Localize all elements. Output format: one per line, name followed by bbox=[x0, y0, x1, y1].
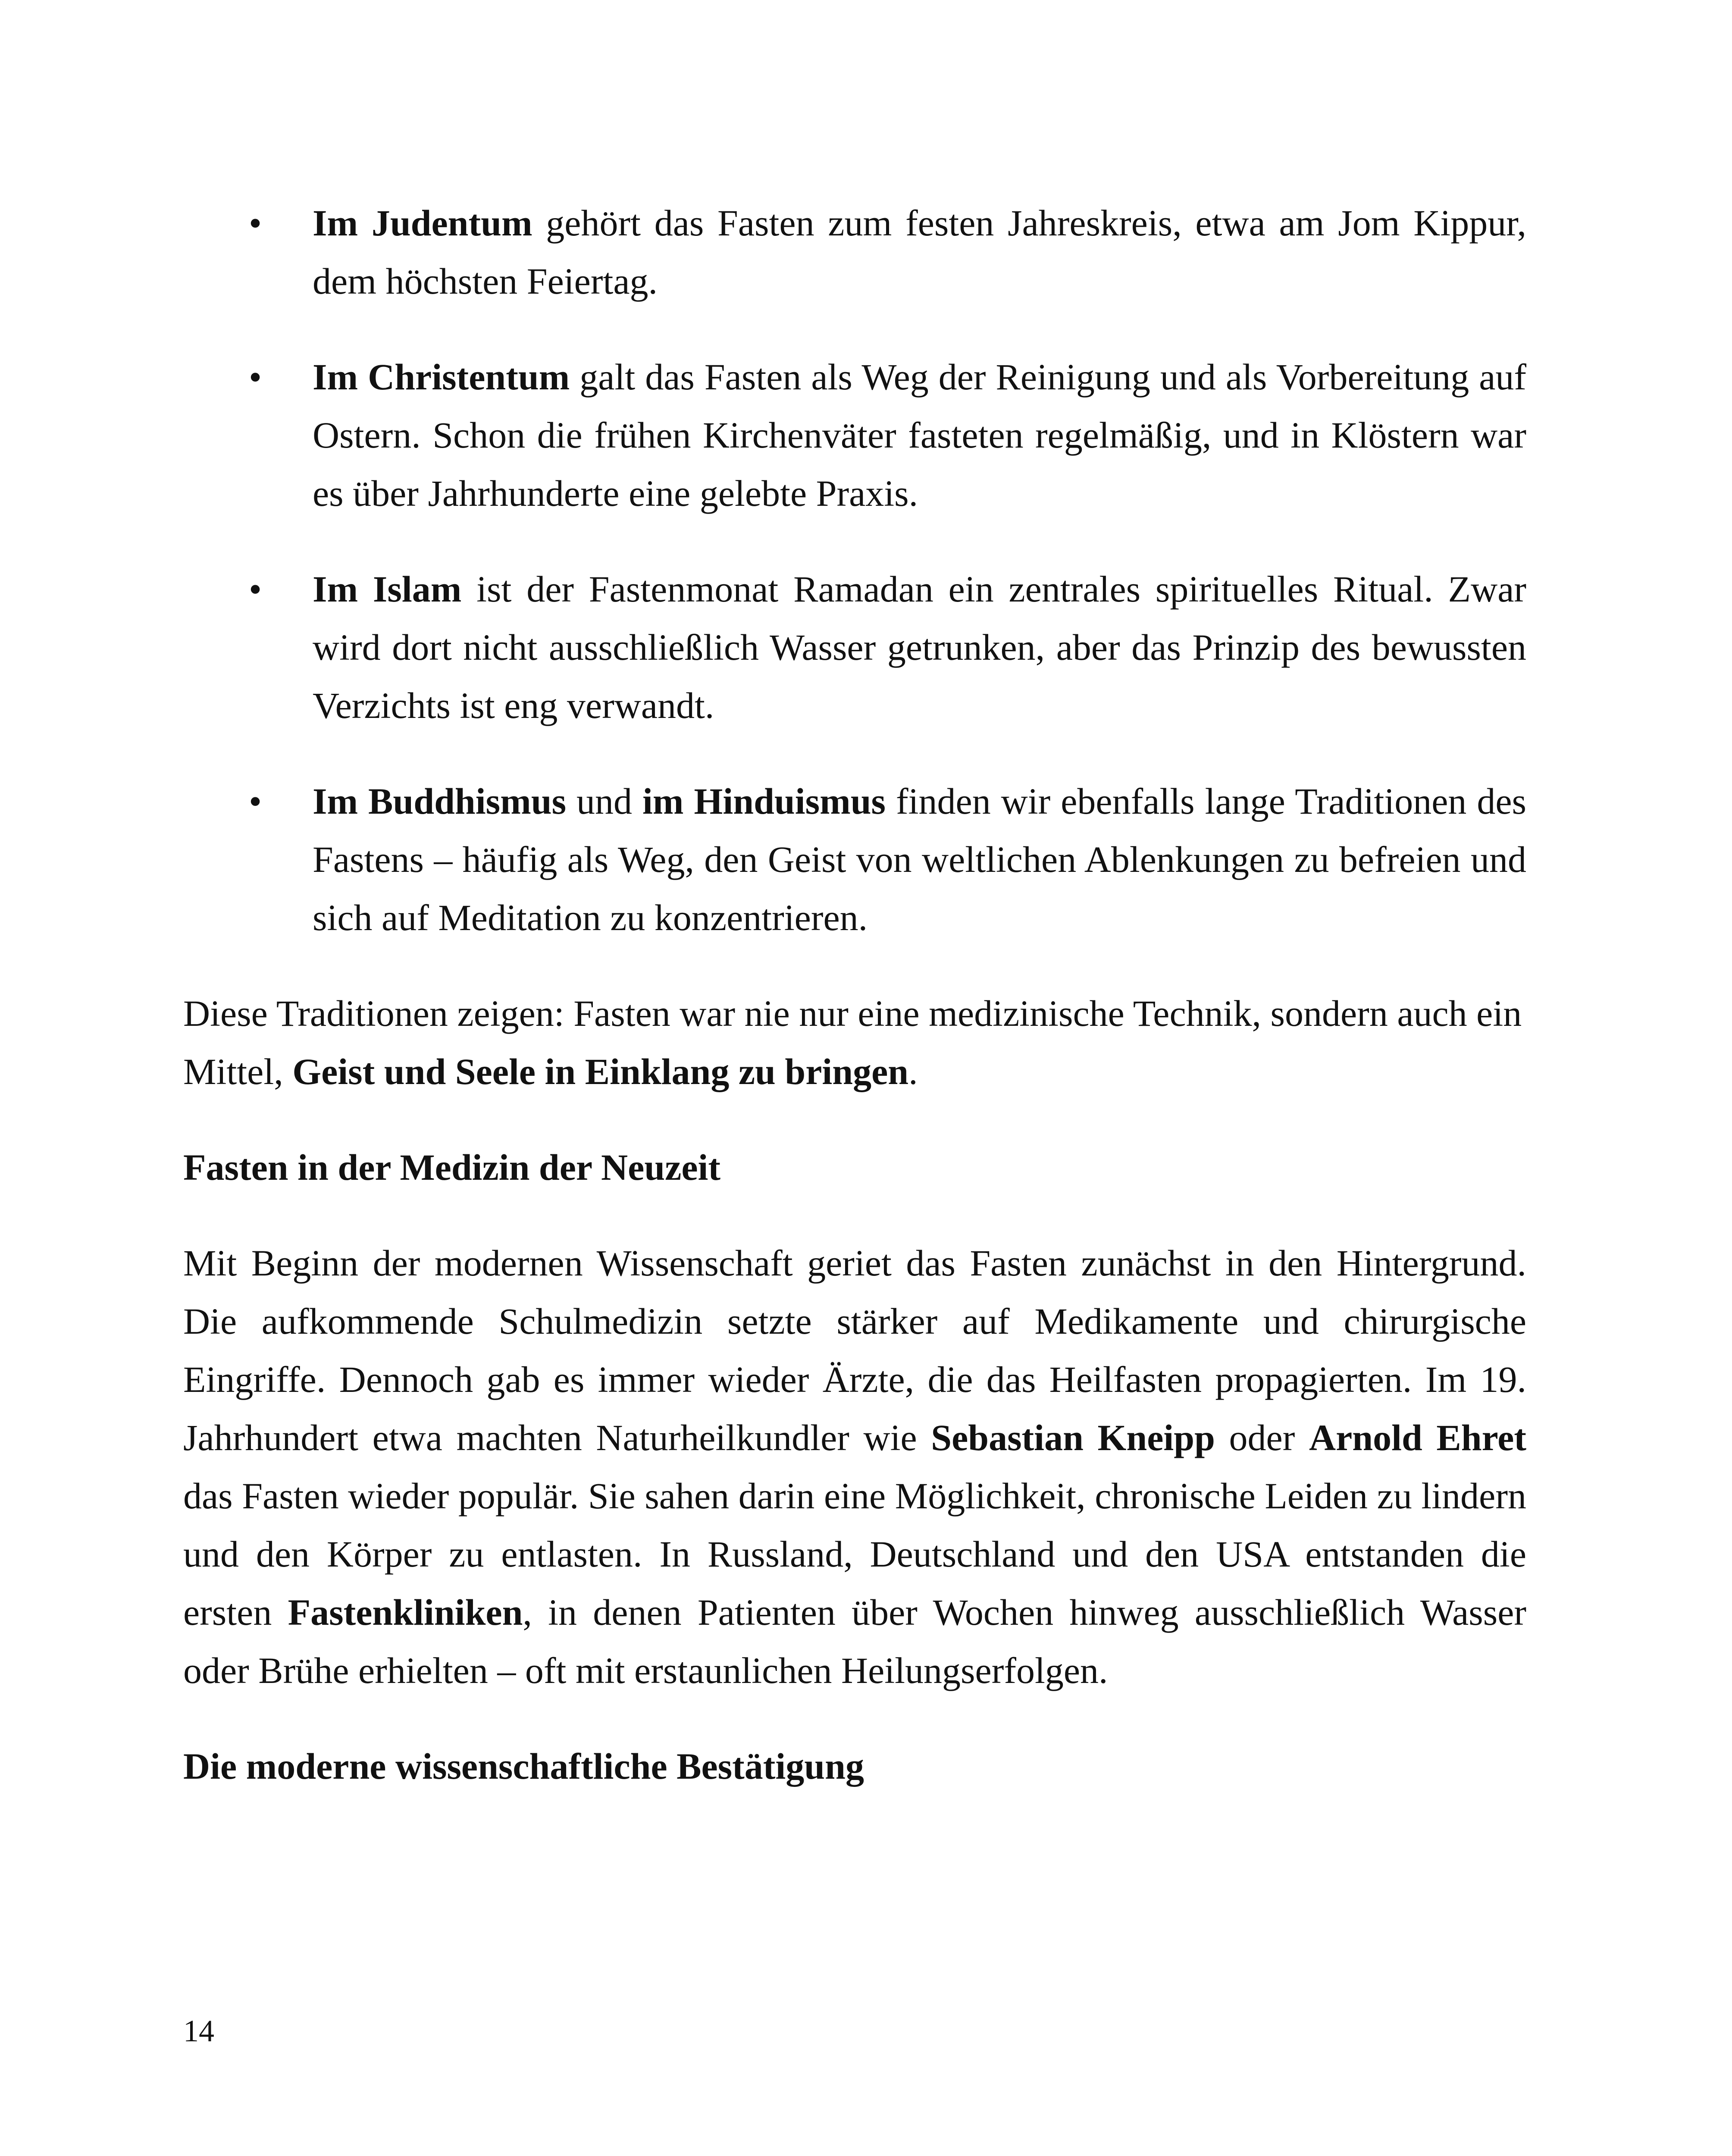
paragraph-text-4: , in denen Patienten über Wochen hinweg ausschließlich Wasser oder Brühe erhielten – oft mit erstaunlichen Heilungserfolgen. bbox=[183, 1592, 1527, 1691]
summary-text-2: . bbox=[908, 1051, 918, 1092]
bullet-dot-icon: • bbox=[249, 202, 262, 244]
bullet-text: ist der Fastenmonat Ramadan ein zentrales spirituelles Ritual. Zwar wird dort nicht ausschließlich Wasser getrunken, aber das Prinzip des bewussten Verzichts ist eng verwandt. bbox=[313, 568, 1526, 726]
section-heading-medizin-neuzeit: Fasten in der Medizin der Neuzeit bbox=[183, 1147, 721, 1188]
bullet-dot-icon: • bbox=[249, 780, 262, 822]
bullet-item-christentum bbox=[183, 348, 1526, 523]
paragraph-text-1: Mit Beginn der modernen Wissenschaft geriet das Fasten zunächst in den Hintergrund. Die aufkommende Schulmedizin setzte stärker auf Medikamente und chirurgische Eingriffe. Dennoch gab es immer wieder Ärzte, die das Heilfasten propagierten. Im 19. Jahrhundert etwa machten Naturheilkundler wie bbox=[183, 1242, 1526, 1458]
paragraph-text-2: oder bbox=[1215, 1417, 1309, 1458]
bullet-text: und bbox=[566, 780, 642, 822]
bullet-item-islam bbox=[183, 560, 1526, 735]
bullet-bold-term-2: im Hinduismus bbox=[642, 780, 886, 822]
bullet-dot-icon: • bbox=[249, 568, 262, 610]
section-heading-wissenschaftliche-bestaetigung: Die moderne wissenschaftliche Bestätigung bbox=[183, 1745, 864, 1787]
religion-bullet-list bbox=[183, 194, 1526, 947]
bullet-item-judentum bbox=[183, 194, 1526, 310]
paragraph-bold-fastenkliniken: Fastenkliniken bbox=[288, 1592, 523, 1633]
summary-bold: Geist und Seele in Einklang zu bringen bbox=[292, 1051, 909, 1092]
summary-text-1: Diese Traditionen zeigen: Fasten war nie nur eine medizinische Technik, sondern auch ein Mittel, bbox=[183, 993, 1522, 1092]
bullet-item-buddhismus-hinduismus bbox=[183, 772, 1526, 947]
page-content bbox=[183, 194, 1526, 1833]
bullet-text-2: finden wir ebenfalls lange Traditionen des Fastens – häufig als Weg, den Geist von weltlichen Ablenkungen zu befreien und sich auf Meditation zu konzentrieren. bbox=[313, 780, 1526, 938]
paragraph-bold-ehret: Arnold Ehret bbox=[1309, 1417, 1527, 1458]
bullet-text: galt das Fasten als Weg der Reinigung und als Vorbereitung auf Ostern. Schon die frühen Kirchenväter fasteten regelmäßig, und in Klöstern war es über Jahrhunderte eine gelebte Praxis. bbox=[313, 356, 1527, 514]
bullet-dot-icon: • bbox=[249, 356, 262, 398]
paragraph-text-3: das Fasten wieder populär. Sie sahen darin eine Möglichkeit, chronische Leiden zu lindern und den Körper zu entlasten. In Russland, Deutschland und den USA entstanden die ersten bbox=[183, 1475, 1526, 1633]
paragraph-bold-kneipp: Sebastian Kneipp bbox=[931, 1417, 1215, 1458]
page-number: 14 bbox=[183, 2014, 214, 2048]
bullet-bold-term: Im Christentum bbox=[313, 356, 570, 398]
bullet-bold-term: Im Judentum bbox=[313, 202, 532, 244]
bullet-bold-term: Im Buddhismus bbox=[313, 780, 567, 822]
bullet-text: gehört das Fasten zum festen Jahreskreis, etwa am Jom Kippur, dem höchsten Feiertag. bbox=[313, 202, 1526, 302]
summary-paragraph bbox=[183, 984, 1526, 1101]
bullet-bold-term: Im Islam bbox=[313, 568, 462, 610]
section-paragraph-medizin-neuzeit bbox=[183, 1234, 1526, 1700]
